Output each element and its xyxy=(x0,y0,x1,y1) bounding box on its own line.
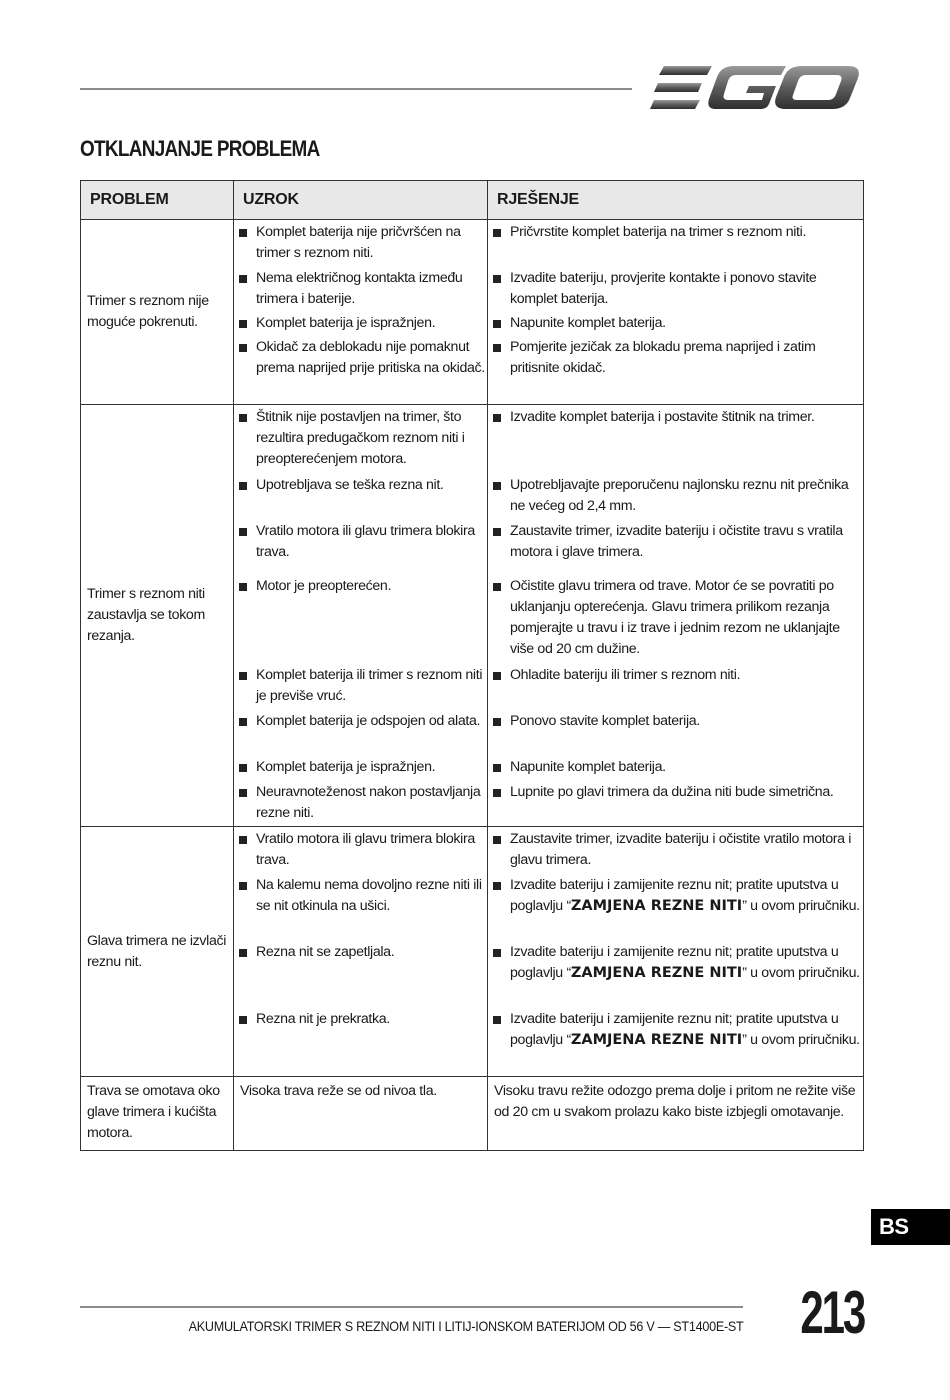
bullet-icon xyxy=(239,414,247,422)
bullet-icon xyxy=(239,583,247,591)
bullet-icon xyxy=(493,1016,501,1024)
bullet-icon xyxy=(493,482,501,490)
causes-cell xyxy=(234,405,488,827)
cause-text: Rezna nit je prekratka. xyxy=(256,1011,390,1027)
cause-text: Na kalemu nema dovoljno rezne niti ili se nit otkinula na ušici. xyxy=(256,877,482,914)
cause-item xyxy=(238,665,485,711)
solution-text: Izvadite bateriju, provjerite kontakte i ponovo stavite komplet baterija. xyxy=(510,270,817,307)
ego-logo xyxy=(650,62,862,114)
table-row xyxy=(81,827,864,1077)
solution-text: Napunite komplet baterija. xyxy=(510,315,666,331)
solution-item xyxy=(492,711,861,757)
bullet-icon xyxy=(239,229,247,237)
cause-text: Komplet baterija je odspojen od alata. xyxy=(256,713,481,729)
bullet-icon xyxy=(493,528,501,536)
header-rule xyxy=(80,88,632,90)
bullet-icon xyxy=(239,718,247,726)
solution-text: ” u ovom priručniku. xyxy=(742,1032,860,1048)
cause-item xyxy=(238,875,485,942)
solution-item xyxy=(492,782,861,803)
solution-item xyxy=(492,942,861,1009)
bullet-icon xyxy=(493,414,501,422)
cause-text: Komplet baterija je ispražnjen. xyxy=(256,315,436,331)
cause-item xyxy=(238,222,485,264)
solution-item xyxy=(492,757,861,782)
column-header-problem: PROBLEM xyxy=(81,181,234,220)
solution-item xyxy=(492,576,861,665)
cause-item xyxy=(238,942,485,1009)
bullet-icon xyxy=(493,229,501,237)
problem-cell: Trimer s reznom nije moguće pokrenuti. xyxy=(81,220,234,405)
solution-item xyxy=(492,407,861,475)
bullet-icon xyxy=(493,344,501,352)
bullet-icon xyxy=(493,275,501,283)
solution-text: Upotrebljavajte preporučenu najlonsku reznu nit prečnika ne većeg od 2,4 mm. xyxy=(510,477,849,514)
solution-text: Zaustavite trimer, izvadite bateriju i očistite vratilo motora i glavu trimera. xyxy=(510,831,852,868)
bullet-icon xyxy=(239,672,247,680)
causes-cell xyxy=(234,220,488,405)
cause-item xyxy=(238,310,485,335)
solution-text: Lupnite po glavi trimera da dužina niti bude simetrična. xyxy=(510,784,834,800)
problem-cell: Trimer s reznom niti zaustavlja se tokom rezanja. xyxy=(81,405,234,827)
problem-cell: Glava trimera ne izvlači reznu nit. xyxy=(81,827,234,1077)
chapter-reference: ZAMJENA REZNE NITI xyxy=(570,898,743,914)
cause-text: Komplet baterija ili trimer s reznom niti je previše vruć. xyxy=(256,667,483,704)
problem-cell: Trava se omotava oko glave trimera i kućišta motora. xyxy=(81,1077,234,1151)
cause-item xyxy=(238,757,485,782)
cause-text: Komplet baterija nije pričvršćen na trimer s reznom niti. xyxy=(256,224,461,261)
cause-item xyxy=(238,521,485,576)
solution-item xyxy=(492,875,861,942)
cause-item xyxy=(238,829,485,875)
cause-item xyxy=(238,407,485,475)
bullet-icon xyxy=(239,882,247,890)
cause-text: Rezna nit se zapetljala. xyxy=(256,944,395,960)
bullet-icon xyxy=(239,949,247,957)
cause-item xyxy=(238,335,485,379)
solution-item xyxy=(492,1009,861,1051)
solutions-cell xyxy=(488,220,864,405)
footer-text: AKUMULATORSKI TRIMER S REZNOM NITI I LITIJ-IONSKOM BATERIJOM OD 56 V — ST1400E-ST xyxy=(188,1318,743,1334)
troubleshooting-table xyxy=(80,180,864,1151)
solution-item xyxy=(492,475,861,521)
cause-item xyxy=(238,264,485,310)
solution-text: ” u ovom priručniku. xyxy=(742,898,860,914)
bullet-icon xyxy=(493,882,501,890)
solution-text: ” u ovom priručniku. xyxy=(742,965,860,981)
solution-text: Izvadite bateriju i zamijenite reznu nit; pratite uputstva u poglavlju “ xyxy=(510,944,839,981)
solution-item xyxy=(492,264,861,310)
solutions-cell xyxy=(488,405,864,827)
solution-item xyxy=(492,521,861,576)
solution-text: Izvadite komplet baterija i postavite štitnik na trimer. xyxy=(510,409,815,425)
language-tab: BS xyxy=(871,1209,950,1245)
cause-item xyxy=(238,711,485,757)
solution-item xyxy=(492,665,861,711)
solution-text: Ponovo stavite komplet baterija. xyxy=(510,713,700,729)
cause-cell: Visoka trava reže se od nivoa tla. xyxy=(234,1077,488,1151)
bullet-icon xyxy=(239,1016,247,1024)
bullet-icon xyxy=(239,836,247,844)
bullet-icon xyxy=(493,764,501,772)
table-row xyxy=(81,1077,864,1151)
solution-item xyxy=(492,310,861,335)
cause-text: Okidač za deblokadu nije pomaknut prema naprijed prije pritiska na okidač. xyxy=(256,339,485,376)
chapter-reference: ZAMJENA REZNE NITI xyxy=(570,965,743,981)
cause-text: Upotrebljava se teška rezna nit. xyxy=(256,477,444,493)
cause-text: Komplet baterija je ispražnjen. xyxy=(256,759,436,775)
cause-text: Vratilo motora ili glavu trimera blokira trava. xyxy=(256,523,475,560)
bullet-icon xyxy=(239,764,247,772)
cause-text: Motor je preopterećen. xyxy=(256,578,392,594)
bullet-icon xyxy=(493,836,501,844)
table-row xyxy=(81,220,864,405)
footer-rule xyxy=(80,1306,743,1308)
solution-text: Zaustavite trimer, izvadite bateriju i očistite travu s vratila motora i glave trimera. xyxy=(510,523,843,560)
bullet-icon xyxy=(239,275,247,283)
bullet-icon xyxy=(493,583,501,591)
bullet-icon xyxy=(493,320,501,328)
solution-cell: Visoku travu režite odozgo prema dolje i pritom ne režite više od 20 cm u svakom prolazu kako biste izbjegli omotavanje. xyxy=(488,1077,864,1151)
bullet-icon xyxy=(239,789,247,797)
solution-text: Napunite komplet baterija. xyxy=(510,759,666,775)
solution-text: Izvadite bateriju i zamijenite reznu nit; pratite uputstva u poglavlju “ xyxy=(510,1011,839,1048)
solution-text: Pričvrstite komplet baterija na trimer s reznom niti. xyxy=(510,224,807,240)
cause-text: Neuravnoteženost nakon postavljanja rezne niti. xyxy=(256,784,481,821)
cause-text: Vratilo motora ili glavu trimera blokira trava. xyxy=(256,831,475,868)
solution-text: Izvadite bateriju i zamijenite reznu nit; pratite uputstva u poglavlju “ xyxy=(510,877,839,914)
solution-item xyxy=(492,222,861,264)
page-number: 213 xyxy=(800,1279,864,1346)
column-header-solution: RJEŠENJE xyxy=(488,181,864,220)
solutions-cell xyxy=(488,827,864,1077)
column-header-cause: UZROK xyxy=(234,181,488,220)
solution-text: Ohladite bateriju ili trimer s reznom niti. xyxy=(510,667,741,683)
bullet-icon xyxy=(239,320,247,328)
chapter-reference: ZAMJENA REZNE NITI xyxy=(570,1032,743,1048)
solution-text: Pomjerite jezičak za blokadu prema naprijed i zatim pritisnite okidač. xyxy=(510,339,816,376)
solution-text: Očistite glavu trimera od trave. Motor će se povratiti po uklanjanju opterećenja. Glavu trimera prilikom rezanja pomjerajte u travu i iz trave i jednim rezom ne uklanjajte više od 20 cm dužine. xyxy=(510,578,840,657)
cause-item xyxy=(238,475,485,521)
bullet-icon xyxy=(239,344,247,352)
bullet-icon xyxy=(493,949,501,957)
solution-item xyxy=(492,829,861,875)
cause-item xyxy=(238,782,485,824)
bullet-icon xyxy=(493,789,501,797)
bullet-icon xyxy=(239,482,247,490)
cause-item xyxy=(238,1009,485,1030)
table-header-row xyxy=(81,181,864,220)
bullet-icon xyxy=(493,718,501,726)
causes-cell xyxy=(234,827,488,1077)
cause-text: Štitnik nije postavljen na trimer, što rezultira predugačkom reznom niti i preopterećenjem motora. xyxy=(256,409,465,467)
cause-item xyxy=(238,576,485,665)
cause-text: Nema električnog kontakta između trimera i baterije. xyxy=(256,270,463,307)
table-row xyxy=(81,405,864,827)
solution-item xyxy=(492,335,861,379)
bullet-icon xyxy=(239,528,247,536)
bullet-icon xyxy=(493,672,501,680)
page-title: OTKLANJANJE PROBLEMA xyxy=(80,136,320,161)
